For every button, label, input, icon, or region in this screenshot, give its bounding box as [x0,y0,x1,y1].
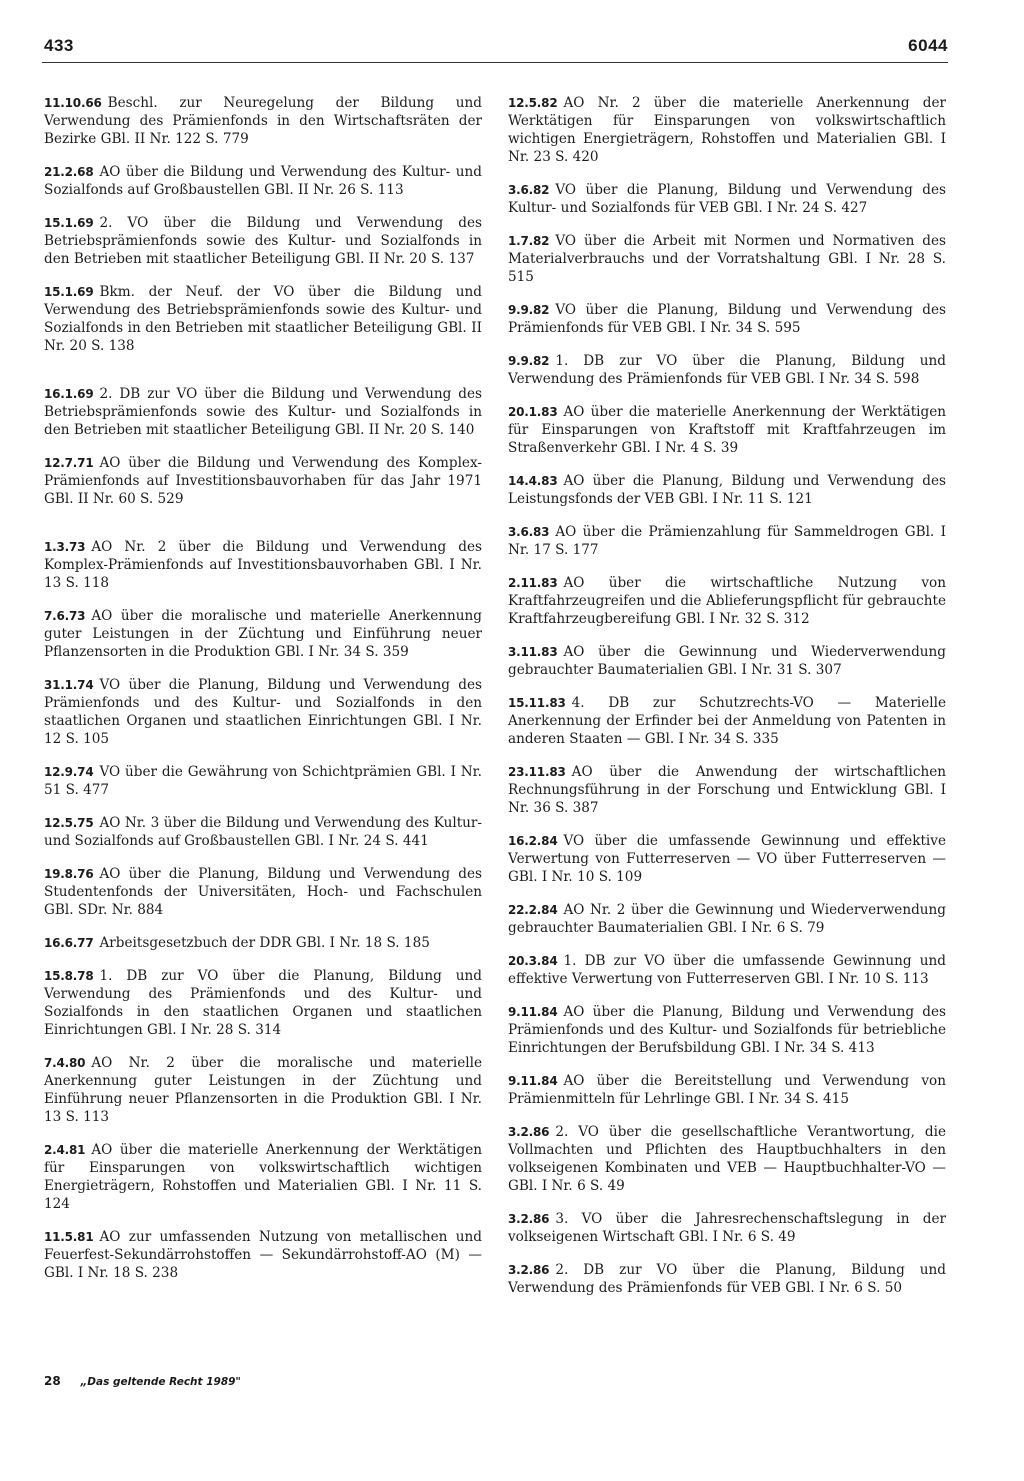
law-entry [44,1141,482,1213]
entry-text: 4. DB zur Schutzrechts-VO — Materielle Anerkennung der Erfinder bei der Anmeldung von Patenten in anderen Staaten — GBl. I Nr. 34 S. 335 [508,695,946,747]
law-entry [508,94,946,166]
entry-date: 15.1.69 [44,285,94,299]
law-entry [508,832,946,886]
entry-date: 21.2.68 [44,165,94,179]
entry-date: 9.9.82 [508,354,550,368]
entry-text: AO über die wirtschaftliche Nutzung von Kraftfahrzeugreifen und die Ablieferungspflicht für gebrauchte Kraftfahrzeugbereifung GBl. I Nr. 32 S. 312 [508,575,946,627]
law-entry [44,454,482,508]
law-entry [508,694,946,748]
law-entry [508,1072,946,1108]
entry-text: AO über die Anwendung der wirtschaftlichen Rechnungsführung in der Forschung und Entwicklung GBl. I Nr. 36 S. 387 [508,764,946,816]
entry-date: 3.11.83 [508,645,558,659]
law-entry [44,814,482,850]
entry-date: 1.7.82 [508,234,550,248]
entry-text: AO zur umfassenden Nutzung von metallischen und Feuerfest-Sekundärrohstoffen — Sekundärrohstoff-AO (M) — GBl. I Nr. 18 S. 238 [44,1229,482,1281]
entry-text: AO über die Prämienzahlung für Sammeldrogen GBl. I Nr. 17 S. 177 [508,524,946,558]
footer-page-number: 28 [44,1374,61,1388]
entry-text: AO über die moralische und materielle Anerkennung guter Leistungen in der Züchtung und Einführung neuer Pflanzensorten in die Produktion GBl. I Nr. 34 S. 359 [44,608,482,660]
entry-text: Bkm. der Neuf. der VO über die Bildung und Verwendung des Betriebsprämienfonds sowie des Kultur- und Sozialfonds in den Betrieben mit staatlicher Beteiligung GBl. II Nr. 20 S. 138 [44,284,482,354]
law-entry [44,214,482,268]
entry-date: 2.11.83 [508,576,558,590]
entry-text: AO über die Planung, Bildung und Verwendung des Leistungsfonds der VEB GBl. I Nr. 11 S. 121 [508,473,946,507]
law-entry [44,607,482,661]
entry-text: AO über die Planung, Bildung und Verwendung des Prämienfonds und des Kultur- und Sozialfonds für betriebliche Einrichtungen der Berufsbildung GBl. I Nr. 34 S. 413 [508,1004,946,1056]
entry-text: Arbeitsgesetzbuch der DDR GBl. I Nr. 18 S. 185 [99,935,430,951]
entry-date: 9.11.84 [508,1005,558,1019]
entry-date: 23.11.83 [508,765,566,779]
law-entry [508,181,946,217]
entry-date: 9.11.84 [508,1074,558,1088]
entry-text: AO Nr. 2 über die moralische und materielle Anerkennung guter Leistungen in der Züchtung und Einführung neuer Pflanzensorten in die Produktion GBl. I Nr. 13 S. 113 [44,1055,482,1125]
entry-date: 22.2.84 [508,903,558,917]
entry-date: 20.3.84 [508,954,558,968]
entry-date: 12.7.71 [44,456,94,470]
entry-date: 15.1.69 [44,216,94,230]
law-entry [508,901,946,937]
law-entry [508,643,946,679]
entry-date: 7.6.73 [44,609,86,623]
entry-date: 1.3.73 [44,540,86,554]
page-number-right: 6044 [908,36,948,55]
entry-date: 12.5.82 [508,96,558,110]
entry-text: AO Nr. 2 über die Bildung und Verwendung des Komplex-Prämienfonds auf Investitionsbauvorhaben GBl. I Nr. 13 S. 118 [44,539,482,591]
entry-date: 12.9.74 [44,765,94,779]
law-entry [44,1228,482,1282]
footer-title: „Das geltende Recht 1989" [80,1376,241,1388]
law-entry [44,676,482,748]
page-number-left: 433 [44,36,74,55]
entry-date: 16.6.77 [44,936,94,950]
entry-text: AO über die Planung, Bildung und Verwendung des Studentenfonds der Universitäten, Hoch- und Fachschulen GBl. SDr. Nr. 884 [44,866,482,918]
entry-date: 12.5.75 [44,816,94,830]
entry-text: AO Nr. 3 über die Bildung und Verwendung des Kultur- und Sozialfonds auf Großbaustellen GBl. I Nr. 24 S. 441 [44,815,482,849]
entry-text: VO über die Planung, Bildung und Verwendung des Prämienfonds und des Kultur- und Sozialfonds in den staatlichen Organen und staatlichen Einrichtungen GBl. I Nr. 12 S. 105 [44,677,482,747]
law-entry [508,763,946,817]
entry-text: AO über die materielle Anerkennung der Werktätigen für Einsparungen von Kraftstoff mit Kraftfahrzeugen im Straßenverkehr GBl. I Nr. 4 S. 39 [508,404,946,456]
entry-text: 1. DB zur VO über die umfassende Gewinnung und effektive Verwertung von Futterreserven GBl. I Nr. 10 S. 113 [508,953,946,987]
entry-text: AO über die Bildung und Verwendung des Kultur- und Sozialfonds auf Großbaustellen GBl. II Nr. 26 S. 113 [44,164,482,198]
entry-text: 2. DB zur VO über die Bildung und Verwendung des Betriebsprämienfonds sowie des Kultur- und Sozialfonds in den Betrieben mit staatlicher Beteiligung GBl. II Nr. 20 S. 140 [44,386,482,438]
law-entry [44,934,482,952]
right-column [508,94,946,1297]
entry-date: 3.2.86 [508,1263,550,1277]
entry-date: 11.5.81 [44,1230,94,1244]
entry-text: 1. DB zur VO über die Planung, Bildung und Verwendung des Prämienfonds und des Kultur- und Sozialfonds in den staatlichen Organen und staatlichen Einrichtungen GBl. I Nr. 28 S. 314 [44,968,482,1038]
entry-text: VO über die Planung, Bildung und Verwendung des Kultur- und Sozialfonds für VEB GBl. I Nr. 24 S. 427 [508,182,946,216]
entry-date: 9.9.82 [508,303,550,317]
law-entry [44,94,482,148]
entry-date: 14.4.83 [508,474,558,488]
law-entry [44,1054,482,1126]
entry-date: 31.1.74 [44,678,94,692]
law-entry [508,1123,946,1195]
entry-text: AO Nr. 2 über die Gewinnung und Wiederverwendung gebrauchter Baumaterialien GBl. I Nr. 6 S. 79 [508,902,946,936]
entry-text: AO Nr. 2 über die materielle Anerkennung der Werktätigen für Einsparungen von volkswirtschaftlich wichtigen Energieträgern, Rohstoffen und Materialien GBl. I Nr. 23 S. 420 [508,95,946,165]
entry-date: 16.1.69 [44,387,94,401]
law-entry [508,301,946,337]
entry-date: 7.4.80 [44,1056,86,1070]
entry-date: 15.8.78 [44,969,94,983]
law-entry [44,163,482,199]
entry-text: AO über die Gewinnung und Wiederverwendung gebrauchter Baumaterialien GBl. I Nr. 31 S. 307 [508,644,946,678]
entry-date: 3.2.86 [508,1212,550,1226]
entry-date: 16.2.84 [508,834,558,848]
law-entry [44,385,482,439]
law-entry [44,538,482,592]
entry-date: 2.4.81 [44,1143,86,1157]
left-column [44,94,482,1282]
law-entry [508,232,946,286]
entry-text: AO über die materielle Anerkennung der Werktätigen für Einsparungen von volkswirtschaftlich wichtigen Energieträgern, Rohstoffen und Materialien GBl. I Nr. 11 S. 124 [44,1142,482,1212]
entry-date: 3.6.82 [508,183,550,197]
entry-text: 3. VO über die Jahresrechenschaftslegung in der volkseigenen Wirtschaft GBl. I Nr. 6 S. 49 [508,1211,946,1245]
entry-date: 3.2.86 [508,1125,550,1139]
entry-text: VO über die umfassende Gewinnung und effektive Verwertung von Futterreserven — VO über Futterreserven — GBl. I Nr. 10 S. 109 [508,833,946,885]
entry-date: 11.10.66 [44,96,102,110]
law-entry [508,472,946,508]
entry-text: 2. VO über die gesellschaftliche Verantwortung, die Vollmachten und Pflichten des Hauptbuchhalters in den volkseigenen Kombinaten und VEB — Hauptbuchhalter-VO — GBl. I Nr. 6 S. 49 [508,1124,946,1194]
law-entry [508,523,946,559]
entry-text: AO über die Bildung und Verwendung des Komplex-Prämienfonds auf Investitionsbauvorhaben für das Jahr 1971 GBl. II Nr. 60 S. 529 [44,455,482,507]
entry-text: AO über die Bereitstellung und Verwendung von Prämienmitteln für Lehrlinge GBl. I Nr. 34 S. 415 [508,1073,946,1107]
entry-text: 2. VO über die Bildung und Verwendung des Betriebsprämienfonds sowie des Kultur- und Sozialfonds in den Betrieben mit staatlicher Beteiligung GBl. II Nr. 20 S. 137 [44,215,482,267]
law-entry [508,403,946,457]
header-rule [42,62,948,63]
entry-text: 2. DB zur VO über die Planung, Bildung und Verwendung des Prämienfonds für VEB GBl. I Nr. 6 S. 50 [508,1262,946,1296]
entry-text: 1. DB zur VO über die Planung, Bildung und Verwendung des Prämienfonds für VEB GBl. I Nr. 34 S. 598 [508,353,946,387]
law-entry [508,1261,946,1297]
law-entry [508,574,946,628]
entry-text: VO über die Planung, Bildung und Verwendung des Prämienfonds für VEB GBl. I Nr. 34 S. 595 [508,302,946,336]
entry-text: VO über die Arbeit mit Normen und Normativen des Materialverbrauchs und der Vorratshaltung GBl. I Nr. 28 S. 515 [508,233,946,285]
entry-date: 19.8.76 [44,867,94,881]
entry-text: Beschl. zur Neuregelung der Bildung und Verwendung des Prämienfonds in den Wirtschaftsräten der Bezirke GBl. II Nr. 122 S. 779 [44,95,482,147]
law-entry [508,1210,946,1246]
entry-date: 20.1.83 [508,405,558,419]
entry-text: VO über die Gewährung von Schichtprämien GBl. I Nr. 51 S. 477 [44,764,482,798]
law-entry [44,283,482,355]
footer [44,1374,241,1388]
entry-date: 3.6.83 [508,525,550,539]
law-entry [508,1003,946,1057]
law-entry [508,352,946,388]
law-entry [44,967,482,1039]
entry-date: 15.11.83 [508,696,566,710]
law-entry [44,865,482,919]
law-entry [508,952,946,988]
law-entry [44,763,482,799]
